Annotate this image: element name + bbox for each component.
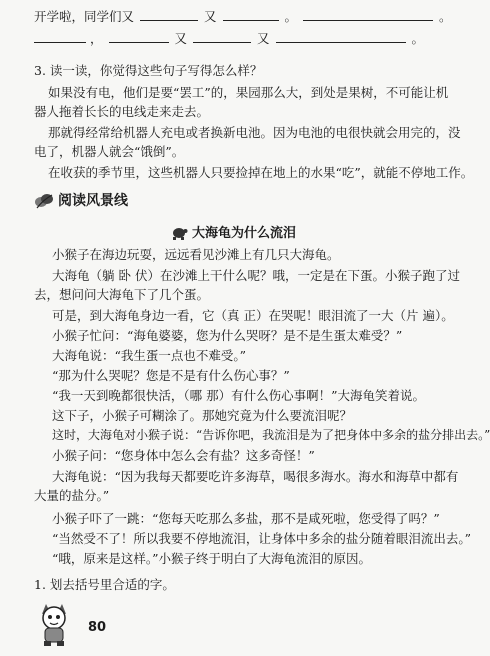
story-line: 大量的盐分。” [34, 488, 110, 503]
header-text: 又 [174, 31, 188, 46]
fill-blank[interactable] [276, 30, 406, 43]
fill-blank[interactable] [34, 30, 86, 43]
story-line: “哦，原来是这样。”小猴子终于明白了大海龟流泪的原因。 [52, 551, 372, 566]
q3-para-1-line-2: 器人拖着长长的电线走来走去。 [34, 104, 210, 119]
story-line: 小猴子问：“您身体中怎么会有盐？这多奇怪！” [52, 448, 315, 463]
section-heading: 阅读风景线 [58, 193, 128, 209]
story-line: 可是，到大海龟身边一看，它（真 正）在哭呢！眼泪流了一大（片 遍）。 [52, 308, 454, 323]
q3-para-2-line-1: 那就得经常给机器人充电或者换新电池。因为电池的电很快就会用完的，没 [48, 125, 461, 140]
leaf-icon [33, 192, 55, 210]
cartoon-mascot-icon [34, 600, 74, 648]
fill-blank[interactable] [223, 8, 279, 21]
q3-para-3-line-1: 在收获的季节里，这些机器人只要捡掉在地上的水果“吃”，就能不停地工作。 [48, 165, 474, 180]
story-line: “当然受不了！所以我要不停地流泪，让身体中多余的盐分随着眼泪流出去。” [52, 531, 472, 546]
header-text: 。 [284, 9, 298, 24]
header-text: 又 [257, 31, 270, 46]
story-line: 这时，大海龟对小猴子说：“告诉你吧，我流泪是为了把身体中多余的盐分排出去。” [52, 428, 490, 442]
story-title: 大海龟为什么流泪 [192, 226, 297, 241]
story-line: 大海龟说：“因为我每天都要吃许多海草，喝很多海水。海水和海草中都有 [52, 469, 459, 484]
header-text: 又 [204, 9, 217, 24]
header-text: 。 [439, 9, 452, 24]
question-1: 1. 划去括号里合适的字。 [34, 577, 175, 592]
fill-blank[interactable] [140, 8, 198, 21]
fill-blank[interactable] [303, 8, 433, 21]
header-text: 。 [411, 31, 425, 46]
q3-para-1-line-1: 如果没有电，他们是要“罢工”的，果园那么大，到处是果树，不可能让机 [48, 85, 449, 100]
header-line-1 [34, 8, 452, 25]
story-line: 这下子，小猴子可糊涂了。那她究竟为什么要流泪呢？ [52, 408, 353, 423]
page-number: 80 [88, 620, 107, 635]
story-line: 去，想问问大海龟下了几个蛋。 [34, 287, 210, 302]
q3-para-2-line-2: 电了，机器人就会“饿倒”。 [34, 144, 185, 159]
story-line: 大海龟（躺 卧 伏）在沙滩上干什么呢？哦，一定是在下蛋。小猴子跑了过 [52, 268, 460, 283]
story-line: 小猴子吓了一跳：“您每天吃那么多盐，那不是咸死啦，您受得了吗？” [52, 511, 440, 526]
story-line: 小猴子在海边玩耍，远远看见沙滩上有几只大海龟。 [52, 247, 340, 262]
header-text: ， [90, 31, 103, 46]
q3-title: 3. 读一读，你觉得这些句子写得怎么样？ [34, 63, 263, 78]
story-line: 小猴子忙问：“海龟婆婆，您为什么哭呀？是不是生蛋太难受？” [52, 328, 403, 343]
header-text: 开学啦，同学们又 [34, 9, 135, 24]
turtle-icon [170, 225, 188, 241]
story-line: “那为什么哭呢？您是不是有什么伤心事？” [52, 368, 290, 383]
header-line-2 [34, 30, 424, 47]
story-line: 大海龟说：“我生蛋一点也不难受。” [52, 348, 247, 363]
story-line: “我一天到晚都很快活，（哪 那）有什么伤心事啊！”大海龟笑着说。 [52, 388, 426, 403]
fill-blank[interactable] [193, 30, 251, 43]
fill-blank[interactable] [109, 30, 169, 43]
